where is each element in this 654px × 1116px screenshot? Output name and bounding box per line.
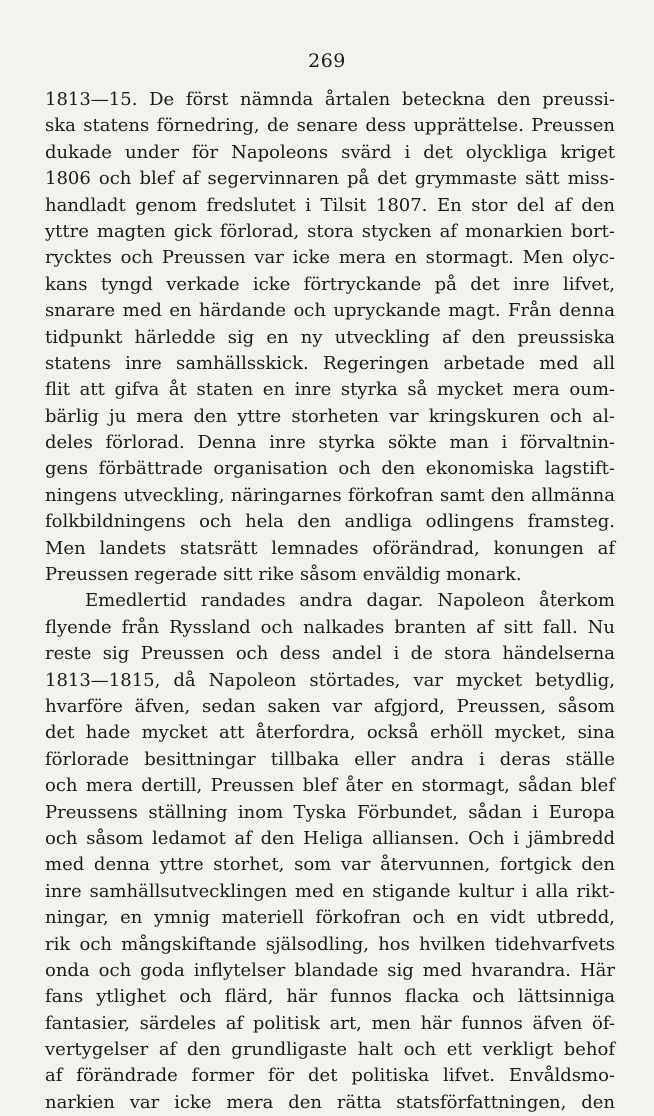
text-line: onda och goda inflytelser blandade sig med hvarandra. Här	[45, 959, 615, 981]
text-line: fantasier, särdeles af politisk art, men här funnos äfven öf-	[45, 1012, 615, 1034]
text-line: Preussens ställning inom Tyska Förbundet, sådan i Europa	[45, 801, 615, 823]
text-line: handladt genom fredslutet i Tilsit 1807. En stor del af den	[45, 194, 615, 216]
text-line: 1813—15. De först nämnda årtalen beteckna den preussi-	[45, 89, 615, 110]
body-text	[45, 87, 615, 1116]
text-line: med denna yttre storhet, som var återvunnen, fortgick den	[45, 854, 615, 876]
text-line: hvarföre äfven, sedan saken var afgjord, Preussen, såsom	[45, 695, 615, 717]
text-line: ningar, en ymnig materiell förkofran och en vidt utbredd,	[45, 907, 615, 929]
text-line: det hade mycket att återfordra, också erhöll mycket, sina	[45, 722, 615, 744]
text-line: reste sig Preussen och dess andel i de stora händelserna	[45, 643, 615, 665]
text-line: flit att gifva åt staten en inre styrka så mycket mera oum-	[45, 379, 615, 401]
text-line: narkien var icke mera den rätta statsförfattningen, den	[45, 1091, 615, 1113]
text-line: rik och mångskiftande själsodling, hos hvilken tidehvarfvets	[45, 933, 615, 955]
text-line: flyende från Ryssland och nalkades branten af sitt fall. Nu	[45, 616, 615, 638]
text-line: Men landets statsrätt lemnades oförändrad, konungen af	[45, 537, 615, 559]
text-line: dukade under för Napoleons svärd i det olyckliga kriget	[45, 141, 615, 163]
text-line: deles förlorad. Denna inre styrka sökte man i förvaltnin-	[45, 432, 615, 454]
text-line: kans tyngd verkade icke förtryckande på det inre lifvet,	[45, 273, 615, 295]
text-line: Preussen regerade sitt rike såsom enväldig monark.	[45, 564, 522, 586]
text-line: yttre magten gick förlorad, stora stycken af monarkien bort-	[45, 220, 615, 242]
text-line: och såsom ledamot af den Heliga alliansen. Och i jämbredd	[45, 827, 615, 849]
page-number: 269	[308, 50, 346, 72]
text-line: 1813—1815, då Napoleon störtades, var mycket betydlig,	[45, 669, 615, 691]
text-line: fans ytlighet och flärd, här funnos flacka och lättsinniga	[45, 986, 615, 1008]
text-line: förlorade besittningar tillbaka eller andra i deras ställe	[45, 748, 615, 770]
text-line: ska statens förnedring, de senare dess upprättelse. Preussen	[45, 115, 615, 137]
text-line: tidpunkt härledde sig en ny utveckling af den preussiska	[45, 326, 615, 348]
text-line: ningens utveckling, näringarnes förkofran samt den allmänna	[45, 484, 615, 506]
text-line: och mera dertill, Preussen blef åter en stormagt, sådan blef	[45, 775, 615, 797]
text-line: rycktes och Preussen var icke mera en stormagt. Men olyc-	[45, 247, 615, 269]
text-line: bärlig ju mera den yttre storheten var kringskuren och al-	[45, 405, 615, 427]
text-line: 1806 och blef af segervinnaren på det grymmaste sätt miss-	[45, 168, 615, 190]
text-line: snarare med en härdande och upryckande magt. Från denna	[45, 300, 615, 322]
text-line: statens inre samhällsskick. Regeringen arbetade med all	[45, 352, 615, 374]
text-line: vertygelser af den grundligaste halt och ett verkligt behof	[45, 1039, 615, 1061]
text-line: inre samhällsutvecklingen med en stigande kultur i alla rikt-	[45, 880, 615, 902]
text-line: af förändrade former för det politiska lifvet. Envåldsmo-	[45, 1065, 615, 1087]
text-line: gens förbättrade organisation och den ekonomiska lagstift-	[45, 458, 615, 480]
text-line: Emedlertid randades andra dagar. Napoleon återkom	[85, 590, 615, 612]
text-line: folkbildningens och hela den andliga odlingens framsteg.	[45, 511, 615, 533]
